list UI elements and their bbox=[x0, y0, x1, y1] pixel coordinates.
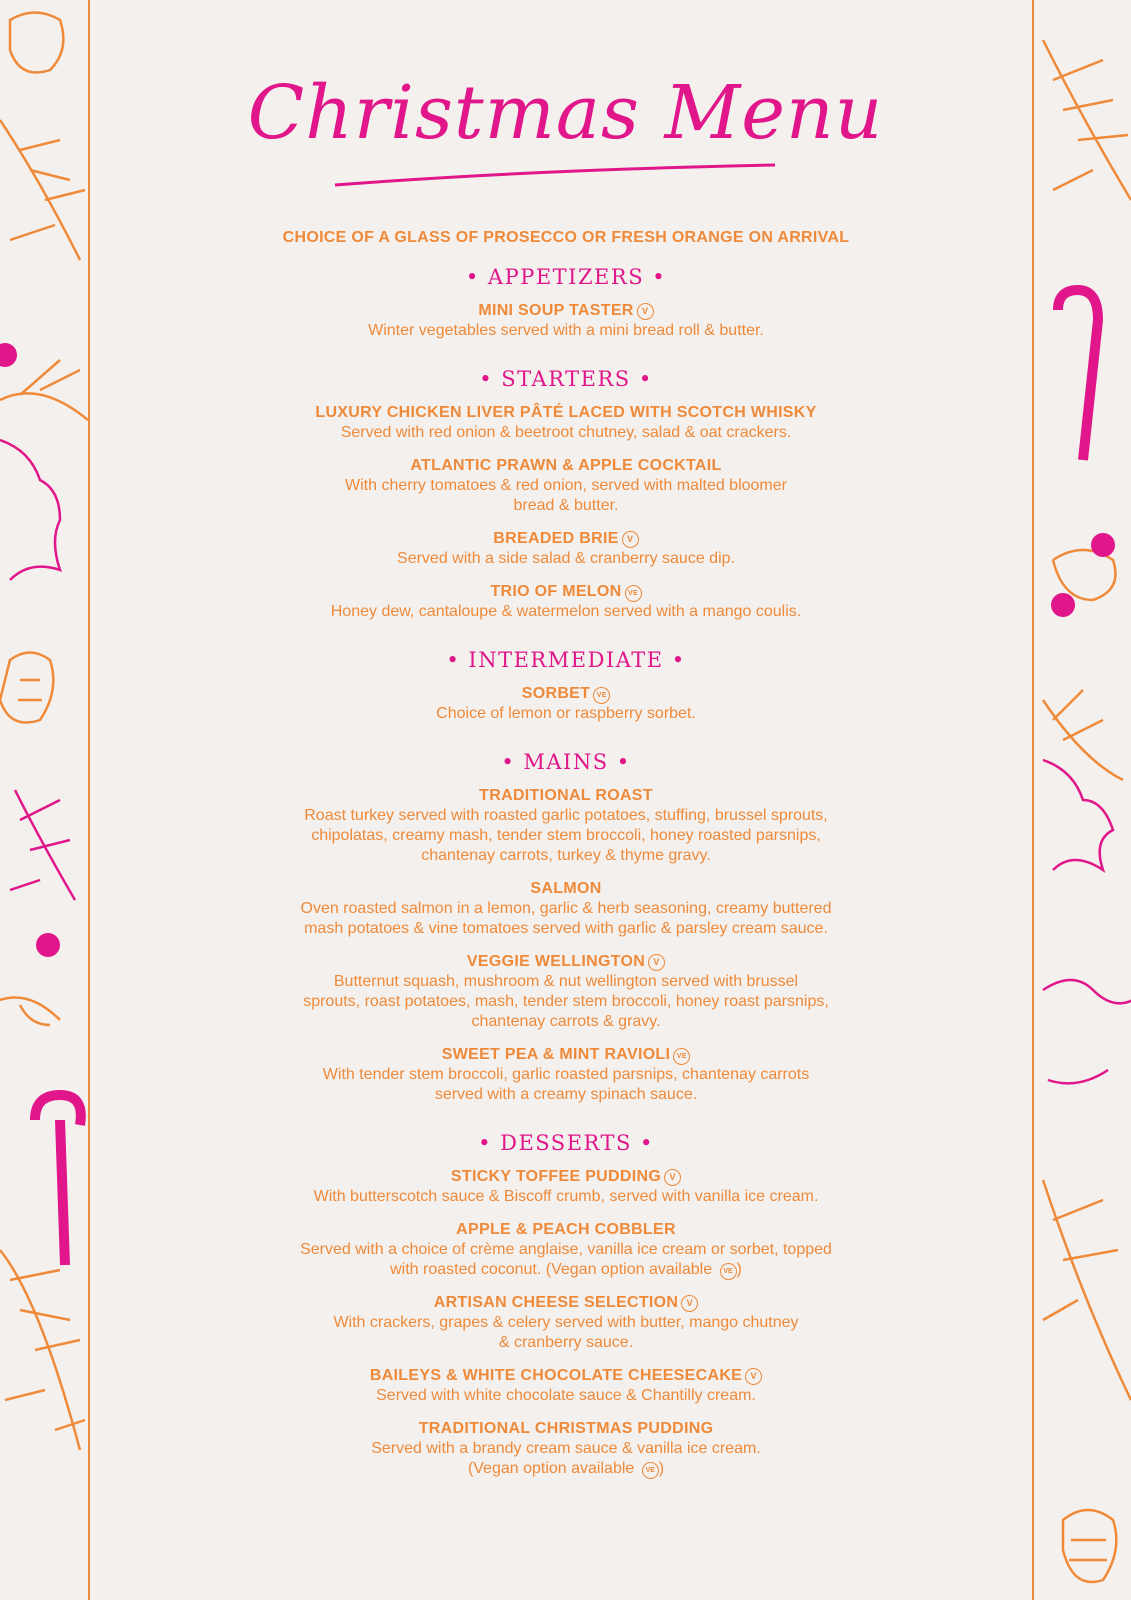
arrival-drink-note: CHOICE OF A GLASS OF PROSECCO OR FRESH ORANGE ON ARRIVAL bbox=[282, 229, 850, 246]
menu-title: Christmas Menu bbox=[247, 70, 884, 156]
menu-item-description: chipolatas, creamy mash, tender stem broccoli, honey roasted parsnips, bbox=[311, 827, 821, 844]
menu-item-description: Served with a side salad & cranberry sauce dip. bbox=[397, 550, 735, 567]
menu-item bbox=[200, 1419, 932, 1479]
menu-item-name-text: TRADITIONAL CHRISTMAS PUDDING bbox=[418, 1420, 714, 1437]
menu-section bbox=[200, 747, 932, 1105]
menu-item-description: Choice of lemon or raspberry sorbet. bbox=[436, 705, 696, 722]
menu-section bbox=[200, 1128, 932, 1479]
menu-item-name-text: SALMON bbox=[530, 880, 602, 897]
menu-item-description: Served with red onion & beetroot chutney, salad & oat crackers. bbox=[340, 424, 792, 441]
vegetarian-badge-icon: V bbox=[637, 303, 654, 320]
menu-item-description: with roasted coconut. (Vegan option available VE ) bbox=[390, 1261, 742, 1278]
vegan-badge-icon: VE bbox=[673, 1048, 690, 1065]
menu-item-name bbox=[200, 582, 932, 602]
menu-item-name bbox=[200, 879, 932, 899]
menu-item-name-text: STICKY TOFFEE PUDDING bbox=[450, 1168, 662, 1185]
vegan-badge-icon: VE bbox=[625, 585, 642, 602]
vegetarian-badge-icon: V bbox=[745, 1368, 762, 1385]
vegetarian-badge-icon: V bbox=[681, 1295, 698, 1312]
menu-item-description: & cranberry sauce. bbox=[498, 1334, 634, 1351]
menu-item-name bbox=[200, 529, 932, 549]
section-heading: • MAINS • bbox=[501, 750, 631, 774]
menu-item-description: Served with white chocolate sauce & Chantilly cream. bbox=[376, 1387, 756, 1404]
vegetarian-badge-icon: V bbox=[648, 954, 665, 971]
vegetarian-badge-icon: V bbox=[622, 531, 639, 548]
menu-item-description: Oven roasted salmon in a lemon, garlic & herb seasoning, creamy buttered bbox=[300, 900, 832, 917]
menu-item-name-text: APPLE & PEACH COBBLER bbox=[456, 1221, 676, 1238]
menu-item-description: With crackers, grapes & celery served with butter, mango chutney bbox=[333, 1314, 799, 1331]
menu-item bbox=[200, 1220, 932, 1280]
left-border-line bbox=[88, 0, 90, 1600]
menu-item-name bbox=[200, 1220, 932, 1240]
menu-item-description: bread & butter. bbox=[513, 497, 619, 514]
menu-section bbox=[200, 645, 932, 724]
menu-item bbox=[200, 1045, 932, 1105]
menu-item-description: Roast turkey served with roasted garlic potatoes, stuffing, brussel sprouts, bbox=[304, 807, 828, 824]
menu-item-name bbox=[200, 786, 932, 806]
menu-item-name-text: SWEET PEA & MINT RAVIOLI bbox=[441, 1046, 671, 1063]
menu-item-description: chantenay carrots, turkey & thyme gravy. bbox=[421, 847, 711, 864]
menu-item-name bbox=[200, 952, 932, 972]
menu-item-description: With butterscotch sauce & Biscoff crumb, served with vanilla ice cream. bbox=[313, 1188, 819, 1205]
menu-item bbox=[200, 684, 932, 724]
menu-item-description: With tender stem broccoli, garlic roasted parsnips, chantenay carrots bbox=[322, 1066, 810, 1083]
menu-item-name-text: MINI SOUP TASTER bbox=[478, 302, 634, 319]
section-heading: • APPETIZERS • bbox=[465, 265, 667, 289]
decorative-foliage-right bbox=[1033, 0, 1131, 1600]
menu-item-description: served with a creamy spinach sauce. bbox=[434, 1086, 698, 1103]
menu-item-name bbox=[200, 1293, 932, 1313]
menu-item-name bbox=[200, 1167, 932, 1187]
menu-item-description: mash potatoes & vine tomatoes served with garlic & parsley cream sauce. bbox=[304, 920, 828, 937]
menu-item-name-text: SORBET bbox=[521, 685, 591, 702]
menu-item-description: Butternut squash, mushroom & nut wellington served with brussel bbox=[333, 973, 799, 990]
vegan-badge-icon: VE bbox=[642, 1462, 659, 1479]
menu-item-description: chantenay carrots & gravy. bbox=[471, 1013, 661, 1030]
section-heading: • INTERMEDIATE • bbox=[446, 648, 686, 672]
menu-item bbox=[200, 1293, 932, 1353]
menu-item bbox=[200, 301, 932, 341]
menu-item-name-text: LUXURY CHICKEN LIVER PÂTÉ LACED WITH SCOTCH WHISKY bbox=[315, 404, 817, 421]
menu-item-name-text: ARTISAN CHEESE SELECTION bbox=[433, 1294, 679, 1311]
menu-item-name bbox=[200, 1419, 932, 1439]
menu-item bbox=[200, 403, 932, 443]
menu-content bbox=[200, 226, 932, 1479]
menu-item-name bbox=[200, 1045, 932, 1065]
menu-item bbox=[200, 952, 932, 1032]
menu-item-name-text: TRIO OF MELON bbox=[490, 583, 622, 600]
menu-item-description: Winter vegetables served with a mini bread roll & butter. bbox=[368, 322, 764, 339]
menu-item-description: Honey dew, cantaloupe & watermelon served with a mango coulis. bbox=[330, 603, 802, 620]
menu-item-name-text: VEGGIE WELLINGTON bbox=[466, 953, 646, 970]
menu-item-description: sprouts, roast potatoes, mash, tender stem broccoli, honey roast parsnips, bbox=[303, 993, 829, 1010]
menu-item bbox=[200, 582, 932, 622]
section-heading: • STARTERS • bbox=[479, 367, 653, 391]
vegan-badge-icon: VE bbox=[593, 687, 610, 704]
vegan-badge-icon: VE bbox=[720, 1263, 737, 1280]
menu-item bbox=[200, 529, 932, 569]
vegetarian-badge-icon: V bbox=[664, 1169, 681, 1186]
menu-item-name bbox=[200, 301, 932, 321]
menu-section bbox=[200, 262, 932, 341]
menu-item-name-text: ATLANTIC PRAWN & APPLE COCKTAIL bbox=[410, 457, 722, 474]
menu-item-name bbox=[200, 1366, 932, 1386]
menu-item-name-text: TRADITIONAL ROAST bbox=[479, 787, 653, 804]
menu-item-description: With cherry tomatoes & red onion, served with malted bloomer bbox=[345, 477, 787, 494]
section-heading: • DESSERTS • bbox=[478, 1131, 654, 1155]
menu-item-description: Served with a choice of crème anglaise, vanilla ice cream or sorbet, topped bbox=[300, 1241, 832, 1258]
menu-item-name bbox=[200, 456, 932, 476]
menu-item bbox=[200, 786, 932, 866]
menu-item bbox=[200, 1167, 932, 1207]
title-underline-swoosh bbox=[330, 150, 780, 190]
menu-item bbox=[200, 879, 932, 939]
menu-item bbox=[200, 1366, 932, 1406]
menu-item-name-text: BREADED BRIE bbox=[493, 530, 619, 547]
menu-item-name bbox=[200, 684, 932, 704]
menu-item-name bbox=[200, 403, 932, 423]
menu-item-description: Served with a brandy cream sauce & vanilla ice cream. bbox=[371, 1440, 761, 1457]
menu-section bbox=[200, 364, 932, 622]
decorative-foliage-left bbox=[0, 0, 88, 1600]
menu-item-name-text: BAILEYS & WHITE CHOCOLATE CHEESECAKE bbox=[369, 1367, 743, 1384]
menu-item-description: (Vegan option available VE ) bbox=[467, 1460, 665, 1477]
menu-item bbox=[200, 456, 932, 516]
